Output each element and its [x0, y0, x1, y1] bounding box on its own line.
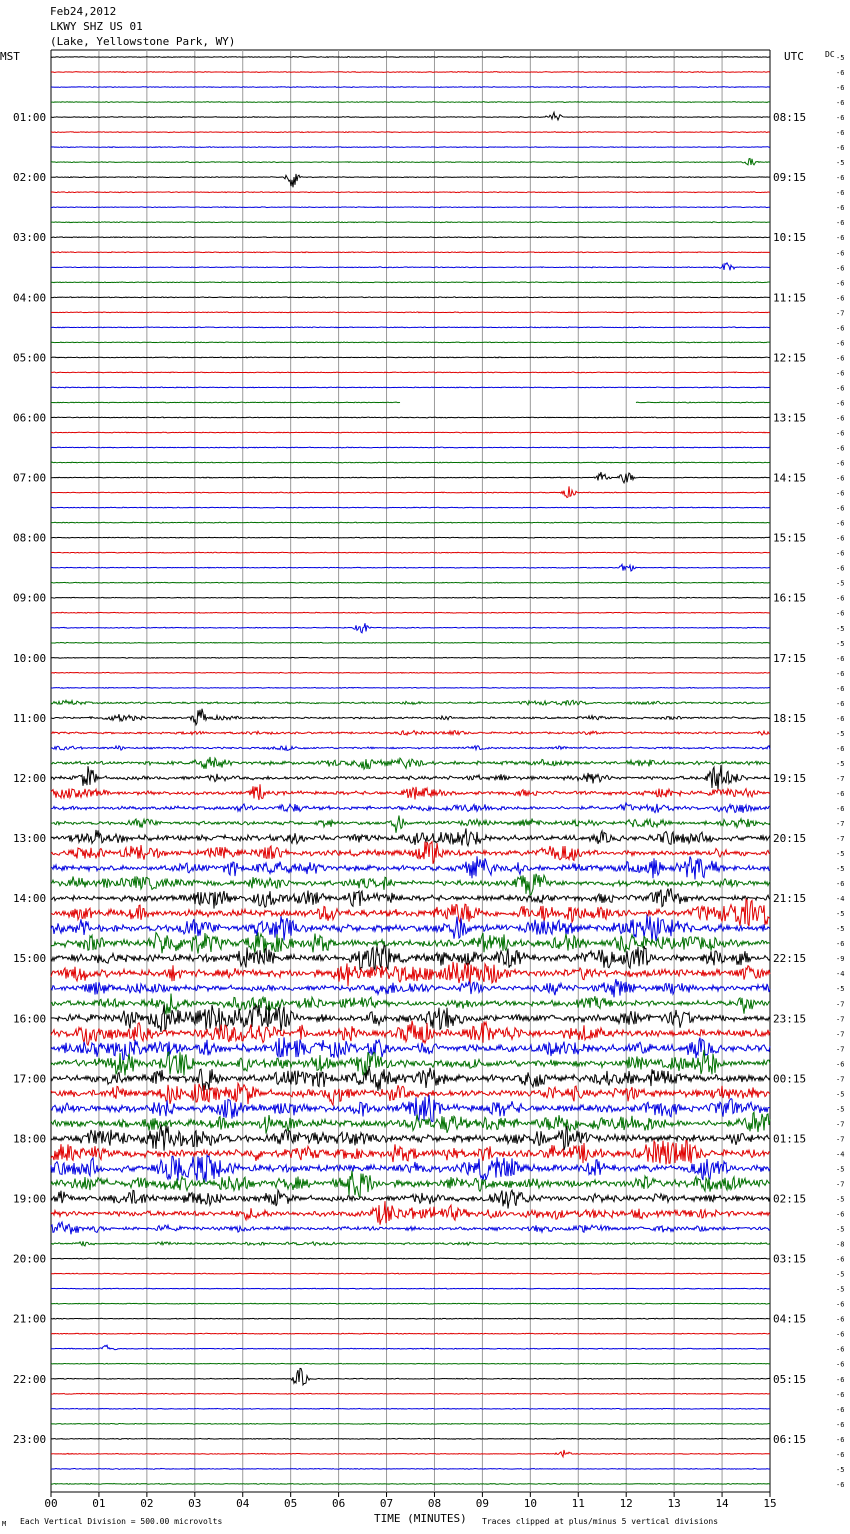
x-tick-label: 07: [379, 1497, 394, 1510]
trace-row: [51, 87, 770, 88]
row-offset-label: -7: [836, 1120, 845, 1129]
trace-row: [51, 687, 770, 688]
x-tick-label: 10: [523, 1497, 537, 1510]
trace-row: [51, 222, 770, 223]
utc-hour-label: 11:15: [773, 291, 807, 305]
trace-row: [51, 1171, 770, 1198]
trace-row: [51, 297, 770, 298]
trace-row: [51, 757, 770, 769]
trace-row: [51, 1095, 770, 1122]
row-offset-label: -6: [836, 1315, 845, 1324]
x-tick-label: 04: [236, 1497, 250, 1510]
row-offset-label: -6: [836, 1450, 845, 1459]
row-offset-label: -6: [836, 1360, 845, 1369]
row-offset-label: -4: [836, 895, 845, 904]
mst-hour-label: 06:00: [13, 411, 47, 425]
trace-row: [51, 237, 770, 238]
mst-hour-label: 22:00: [13, 1372, 47, 1386]
row-offset-label: -7: [836, 1135, 845, 1144]
row-offset-label: -6: [836, 129, 845, 138]
row-offset-label: -5: [836, 159, 845, 168]
row-offset-label: -6: [836, 1405, 845, 1414]
row-offset-label: -6: [836, 414, 845, 423]
trace-row: [51, 372, 770, 373]
trace-row: [51, 842, 770, 864]
row-offset-label: -6: [836, 1330, 845, 1339]
row-offset-label: -6: [836, 489, 845, 498]
trace-row: [51, 612, 770, 613]
utc-hour-label: 03:15: [773, 1252, 807, 1266]
utc-hour-label: 04:15: [773, 1312, 807, 1326]
mst-hour-label: 02:00: [13, 171, 47, 185]
row-offset-label: -6: [836, 99, 845, 108]
trace-row: [51, 402, 770, 403]
mst-hour-label: 11:00: [13, 711, 47, 725]
trace-row: [51, 1408, 770, 1409]
row-offset-label: -7: [836, 1180, 845, 1189]
trace-row: [51, 746, 770, 751]
trace-row: [51, 803, 770, 813]
row-offset-label: -4: [836, 970, 845, 979]
trace-row: [51, 582, 770, 583]
row-offset-label: -5: [836, 729, 845, 738]
trace-row: [51, 159, 770, 165]
trace-row: [51, 102, 770, 103]
row-offset-label: -6: [836, 279, 845, 288]
row-offset-label: -7: [836, 1075, 845, 1084]
trace-row: [51, 552, 770, 553]
trace-row: [51, 731, 770, 736]
row-offset-label: -6: [836, 1435, 845, 1444]
trace-row: [51, 765, 770, 790]
trace-row: [51, 1368, 770, 1384]
row-offset-label: -6: [836, 354, 845, 363]
header-date: Feb24,2012: [50, 5, 117, 18]
trace-row: [51, 522, 770, 523]
trace-row: [51, 1021, 770, 1046]
row-offset-label: -5: [836, 1285, 845, 1294]
mst-hour-label: 18:00: [13, 1132, 47, 1146]
x-tick-label: 11: [571, 1497, 585, 1510]
trace-row: [51, 342, 770, 343]
x-tick-label: 13: [667, 1497, 681, 1510]
trace-row: [51, 192, 770, 193]
row-offset-label: -5: [836, 639, 845, 648]
trace-row: [51, 57, 770, 58]
trace-row: [51, 1438, 770, 1439]
row-offset-label: -6: [836, 249, 845, 258]
row-offset-label: -6: [836, 609, 845, 618]
utc-hour-label: 06:15: [773, 1432, 807, 1446]
x-tick-label: 09: [475, 1497, 490, 1510]
utc-hour-label: 23:15: [773, 1012, 807, 1026]
utc-hour-label: 12:15: [773, 351, 807, 365]
trace-row: [51, 72, 770, 73]
trace-row: [51, 537, 770, 538]
utc-hour-label: 08:15: [773, 111, 807, 125]
row-offset-label: -6: [836, 1420, 845, 1429]
trace-row: [51, 327, 770, 328]
trace-row: [51, 962, 770, 987]
trace-row: [51, 1241, 770, 1246]
row-offset-label: -5: [836, 759, 845, 768]
trace-row: [51, 1303, 770, 1304]
row-offset-label: -6: [836, 174, 845, 183]
row-offset-label: -6: [836, 459, 845, 468]
trace-row: [51, 507, 770, 508]
utc-hour-label: 17:15: [773, 651, 807, 665]
trace-row: [51, 387, 770, 388]
row-offset-label: -5: [836, 1225, 845, 1234]
trace-row: [51, 672, 770, 673]
trace-row: [51, 1423, 770, 1424]
row-offset-label: -7: [836, 309, 845, 318]
mst-hour-label: 03:00: [13, 231, 47, 245]
x-tick-label: 06: [331, 1497, 346, 1510]
trace-row: [51, 1288, 770, 1289]
row-offset-label: -5: [836, 865, 845, 874]
mst-hour-label: 04:00: [13, 291, 47, 305]
trace-row: [51, 462, 770, 463]
utc-hour-label: 18:15: [773, 711, 807, 725]
trace-row: [51, 1318, 770, 1319]
row-offset-label: -6: [836, 339, 845, 348]
x-tick-label: 05: [284, 1497, 298, 1510]
row-offset-label: -5: [836, 624, 845, 633]
trace-row: [51, 828, 770, 845]
row-offset-label: -6: [836, 324, 845, 333]
trace-row: [51, 932, 770, 953]
row-offset-label: -6: [836, 429, 845, 438]
trace-row: [51, 417, 770, 418]
trace-row: [51, 1345, 770, 1350]
row-offset-label: -6: [836, 114, 845, 123]
row-offset-label: -7: [836, 1030, 845, 1039]
row-offset-label: -5: [836, 1270, 845, 1279]
trace-row: [51, 564, 770, 571]
trace-row: [51, 472, 770, 483]
trace-row: [51, 597, 770, 598]
trace-row: [51, 1333, 770, 1334]
utc-hour-label: 10:15: [773, 231, 807, 245]
utc-hour-label: 13:15: [773, 411, 807, 425]
trace-row: [51, 1201, 770, 1225]
row-offset-label: -5: [836, 1465, 845, 1474]
x-tick-label: 15: [763, 1497, 777, 1510]
row-offset-label: -6: [836, 1060, 845, 1069]
row-offset-label: -6: [836, 519, 845, 528]
utc-hour-label: 16:15: [773, 591, 807, 605]
utc-hour-label: 14:15: [773, 471, 807, 485]
row-offset-label: -6: [836, 399, 845, 408]
row-offset-label: -6: [836, 940, 845, 949]
row-offset-label: -5: [836, 985, 845, 994]
row-offset-label: -6: [836, 84, 845, 93]
row-offset-label: -6: [836, 444, 845, 453]
trace-row: [51, 252, 770, 253]
utc-hour-label: 15:15: [773, 531, 807, 545]
row-offset-label: -6: [836, 1255, 845, 1264]
row-offset-label: -6: [836, 594, 845, 603]
trace-row: [51, 263, 770, 270]
row-offset-label: -6: [836, 1390, 845, 1399]
x-tick-label: 12: [619, 1497, 633, 1510]
row-offset-label: -5: [836, 1165, 845, 1174]
mst-hour-label: 07:00: [13, 471, 47, 485]
row-offset-label: -6: [836, 189, 845, 198]
mst-hour-label: 15:00: [13, 952, 47, 966]
trace-row: [51, 784, 770, 800]
row-offset-label: -5: [836, 925, 845, 934]
row-offset-label: -6: [836, 144, 845, 153]
row-offset-label: -7: [836, 835, 845, 844]
mst-hour-label: 16:00: [13, 1012, 47, 1026]
utc-hour-label: 02:15: [773, 1192, 807, 1206]
row-offset-label: -6: [836, 69, 845, 78]
row-offset-label: -5: [836, 54, 845, 62]
row-offset-label: -6: [836, 234, 845, 243]
mst-hour-label: 13:00: [13, 832, 47, 846]
utc-hour-label: 09:15: [773, 171, 807, 185]
row-offset-label: -6: [836, 1345, 845, 1354]
row-offset-label: -6: [836, 534, 845, 543]
trace-row: [51, 1066, 770, 1091]
trace-row: [51, 112, 770, 120]
trace-row: [51, 357, 770, 358]
row-offset-label: -7: [836, 820, 845, 829]
mst-hour-label: 20:00: [13, 1252, 47, 1266]
row-offset-label: -6: [836, 504, 845, 513]
scale-note: Each Vertical Division = 500.00 microvolts: [20, 1517, 223, 1526]
row-offset-label: -5: [836, 1090, 845, 1099]
row-offset-label: -6: [836, 219, 845, 228]
row-offset-label: -4: [836, 1150, 845, 1159]
trace-row: [51, 1037, 770, 1060]
row-offset-label: -5: [836, 910, 845, 919]
mst-hour-label: 01:00: [13, 111, 47, 125]
trace-row: [51, 1083, 770, 1105]
mst-hour-label: 09:00: [13, 591, 47, 605]
row-offset-label: -6: [836, 789, 845, 798]
trace-row: [51, 816, 770, 833]
row-offset-label: -6: [836, 880, 845, 889]
trace-row: [51, 709, 770, 725]
mst-hour-label: 17:00: [13, 1072, 47, 1086]
trace-row: [51, 147, 770, 148]
trace-row: [51, 700, 770, 705]
row-offset-label: -6: [836, 1210, 845, 1219]
mst-hour-label: 14:00: [13, 892, 47, 906]
row-offset-label: -6: [836, 369, 845, 378]
row-offset-label: -5: [836, 1105, 845, 1114]
trace-row: [51, 132, 770, 133]
row-offset-label: -6: [836, 669, 845, 678]
row-offset-label: -8: [836, 1240, 845, 1249]
trace-row: [51, 874, 770, 895]
row-offset-label: -6: [836, 684, 845, 693]
trace-row: [51, 1468, 770, 1469]
trace-row: [51, 1155, 770, 1182]
utc-hour-label: 00:15: [773, 1072, 807, 1086]
row-offset-label: -7: [836, 1015, 845, 1024]
row-offset-label: -6: [836, 549, 845, 558]
trace-row: [51, 1190, 770, 1208]
row-offset-label: -6: [836, 294, 845, 303]
trace-row: [51, 1140, 770, 1164]
trace-row: [51, 207, 770, 208]
clip-note: Traces clipped at plus/minus 5 vertical divisions: [482, 1517, 719, 1526]
trace-row: [51, 1450, 770, 1457]
utc-hour-label: 05:15: [773, 1372, 807, 1386]
row-offset-label: -6: [836, 204, 845, 213]
row-offset-label: -6: [836, 474, 845, 483]
trace-row: [51, 174, 770, 187]
row-offset-label: -7: [836, 774, 845, 783]
x-tick-label: 14: [715, 1497, 729, 1510]
trace-row: [51, 623, 770, 633]
trace-row: [51, 994, 770, 1015]
trace-row: [51, 282, 770, 283]
row-offset-label: -5: [836, 1195, 845, 1204]
trace-row: [51, 642, 770, 643]
row-offset-label: -6: [836, 699, 845, 708]
utc-hour-label: 19:15: [773, 771, 807, 785]
trace-row: [51, 447, 770, 448]
row-offset-label: -9: [836, 955, 845, 964]
row-offset-label: -7: [836, 1045, 845, 1054]
row-offset-label: -6: [836, 1480, 845, 1489]
row-offset-label: -5: [836, 850, 845, 859]
mst-hour-label: 23:00: [13, 1432, 47, 1446]
trace-row: [51, 1222, 770, 1234]
row-offset-label: -6: [836, 744, 845, 753]
trace-row: [51, 312, 770, 313]
footer-mark: M: [2, 1520, 7, 1528]
row-offset-label: -6: [836, 1375, 845, 1384]
left-timezone-label: MST: [0, 50, 20, 63]
x-tick-label: 00: [44, 1497, 58, 1510]
utc-hour-label: 20:15: [773, 832, 807, 846]
x-tick-label: 02: [140, 1497, 154, 1510]
row-offset-label: -6: [836, 654, 845, 663]
row-offset-label: -6: [836, 384, 845, 393]
utc-hour-label: 21:15: [773, 892, 807, 906]
trace-row: [51, 1483, 770, 1484]
x-tick-label: 03: [188, 1497, 202, 1510]
trace-row: [51, 1363, 770, 1364]
dc-label: DC: [825, 50, 835, 59]
header-location: (Lake, Yellowstone Park, WY): [50, 35, 236, 48]
x-axis-label: TIME (MINUTES): [374, 1512, 467, 1525]
trace-row: [51, 1258, 770, 1259]
mst-hour-label: 10:00: [13, 651, 47, 665]
trace-row: [51, 432, 770, 433]
trace-row: [51, 888, 770, 908]
trace-row: [51, 486, 770, 497]
x-tick-label: 08: [427, 1497, 442, 1510]
right-timezone-label: UTC: [784, 50, 804, 63]
utc-hour-label: 01:15: [773, 1132, 807, 1146]
row-offset-label: -6: [836, 564, 845, 573]
trace-row: [51, 1273, 770, 1274]
row-offset-label: -6: [836, 264, 845, 273]
row-offset-label: -7: [836, 1000, 845, 1009]
row-offset-label: -6: [836, 805, 845, 813]
row-offset-label: -6: [836, 714, 845, 723]
trace-row: [51, 979, 770, 997]
mst-hour-label: 19:00: [13, 1192, 47, 1206]
trace-row: [51, 657, 770, 658]
mst-hour-label: 05:00: [13, 351, 47, 365]
row-offset-label: -5: [836, 579, 845, 588]
row-offset-label: -6: [836, 1300, 845, 1309]
utc-hour-label: 22:15: [773, 952, 807, 966]
header-station: LKWY SHZ US 01: [50, 20, 143, 33]
mst-hour-label: 21:00: [13, 1312, 47, 1326]
mst-hour-label: 12:00: [13, 771, 47, 785]
trace-row: [51, 1393, 770, 1394]
mst-hour-label: 08:00: [13, 531, 47, 545]
x-tick-label: 01: [92, 1497, 106, 1510]
trace-row: [51, 856, 770, 879]
